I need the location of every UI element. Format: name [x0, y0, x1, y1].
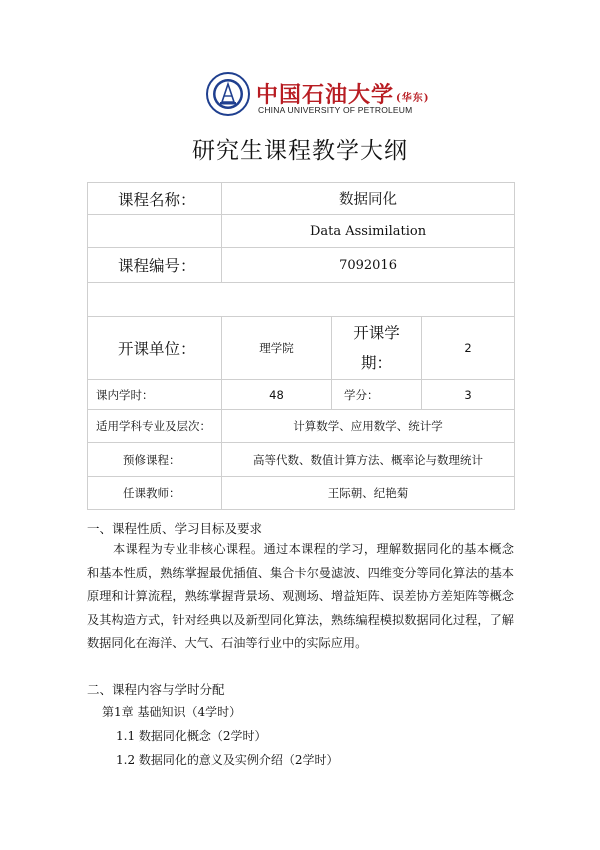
- table-row: [88, 183, 515, 215]
- table-row: [88, 443, 515, 477]
- section2-heading: 二、课程内容与学时分配: [87, 682, 225, 697]
- teacher-value: 王际朝、纪艳菊: [222, 477, 515, 510]
- section1-heading: 一、课程性质、学习目标及要求: [87, 521, 263, 536]
- section1-body: 本课程为专业非核心课程。通过本课程的学习，理解数据同化的基本概念和基本性质，熟练掌握最优插值、集合卡尔曼滤波、四维变分等同化算法的基本原理和计算流程，熟练掌握背景场、观测场、增益矩阵、误差协方差矩阵等概念及其构造方式，针对经典以及新型同化算法，熟练编程模拟数据同化过程，了解数据同化在海洋、大气、石油等行业中的实际应用。: [87, 542, 514, 650]
- table-row: [88, 477, 515, 510]
- university-seal-icon: [206, 72, 250, 116]
- table-row: [88, 380, 515, 410]
- credit-value: 3: [422, 380, 515, 410]
- prereq-label: 预修课程：: [88, 443, 222, 477]
- course-code: 7092016: [222, 248, 515, 283]
- course-code-label: 课程编号：: [88, 248, 222, 283]
- table-row: [88, 410, 515, 443]
- section-1-1: 1.1 数据同化概念（2学时）: [116, 729, 267, 743]
- course-name-label: 课程名称：: [88, 183, 222, 215]
- page-title: 研究生课程教学大纲: [192, 138, 408, 164]
- university-name-cn: 中国石油大学 (华东): [256, 82, 430, 108]
- section-1-2: 1.2 数据同化的意义及实例介绍（2学时）: [116, 753, 339, 767]
- teacher-label: 任课教师：: [88, 477, 222, 510]
- table-row: [88, 215, 515, 248]
- term-label: 开课学 期：: [332, 317, 422, 380]
- majors-value: 计算数学、应用数学、统计学: [222, 410, 515, 443]
- chapter-1-title: 第1章 基础知识（4学时）: [102, 705, 242, 719]
- university-name-en: CHINA UNIVERSITY OF PETROLEUM: [258, 105, 413, 115]
- university-campus-tag: (华东): [396, 92, 430, 104]
- majors-label: 适用学科专业及层次：: [88, 410, 222, 443]
- department-label: 开课单位：: [88, 317, 222, 380]
- course-info-table: [87, 182, 515, 510]
- term-value: 2: [422, 317, 515, 380]
- prereq-value: 高等代数、数值计算方法、概率论与数理统计: [222, 443, 515, 477]
- table-row: [88, 317, 515, 380]
- university-logo: [206, 72, 436, 122]
- hours-value: 48: [222, 380, 332, 410]
- credit-label: 学分：: [332, 380, 422, 410]
- table-row: [88, 283, 515, 317]
- department-value: 理学院: [222, 317, 332, 380]
- hours-label: 课内学时：: [88, 380, 222, 410]
- course-name-en: Data Assimilation: [222, 215, 515, 248]
- table-row: [88, 248, 515, 283]
- course-name-cn: 数据同化: [222, 183, 515, 215]
